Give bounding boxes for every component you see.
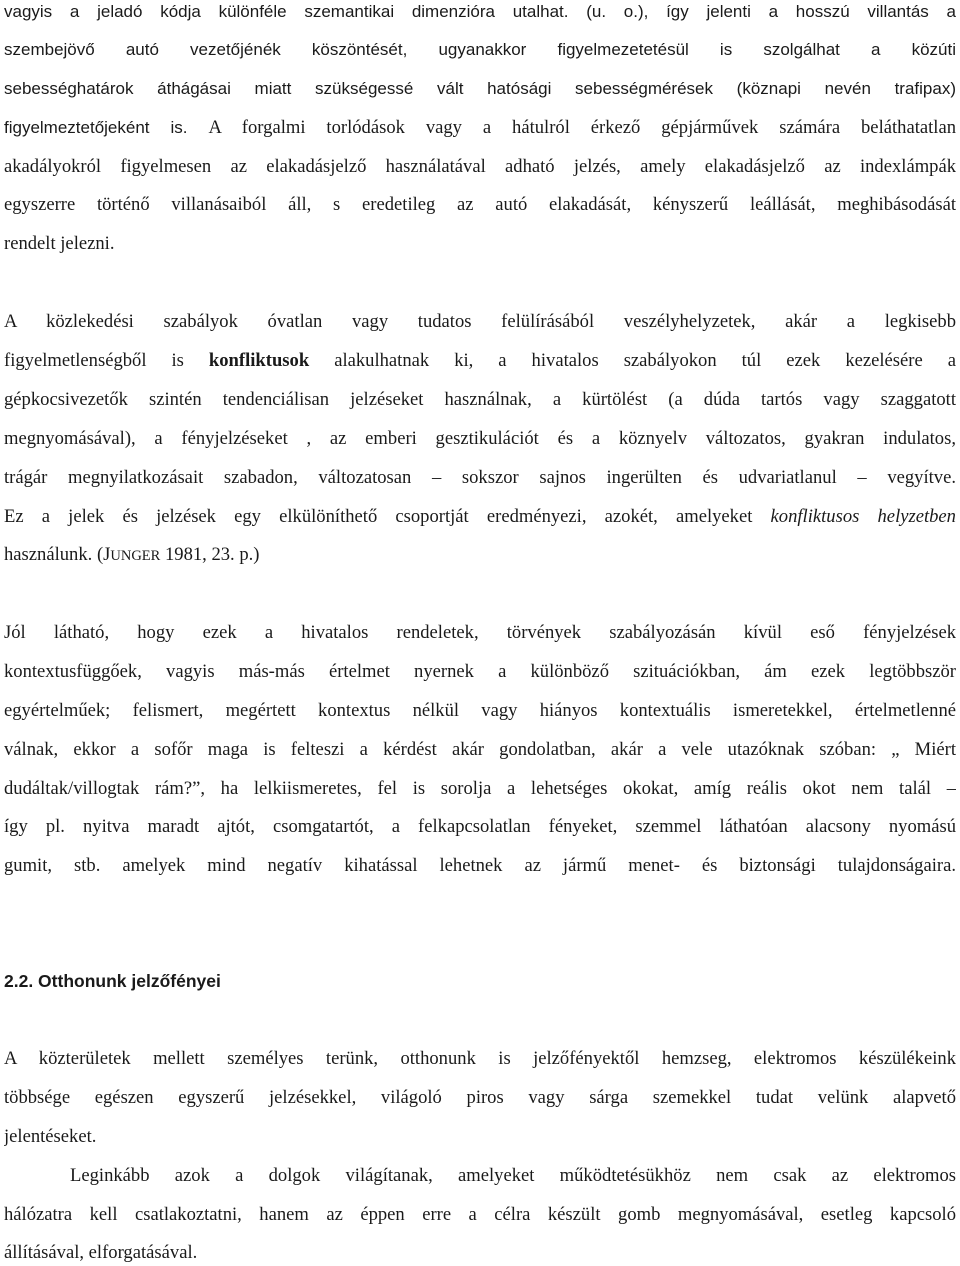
text-run: így jelenti a hosszú villantás a	[666, 2, 956, 21]
bold-term: konfliktusok	[208, 350, 310, 371]
paragraph-4-line-1: A közterületek mellett személyes terünk, otthonunk is jelzőfényektől hemzseg, elektromos készülékeink	[4, 1048, 956, 1069]
paragraph-3-line-4: válnak, ekkor a sofőr maga is felteszi a kérdést akár gondolatban, akár a vele utazóknak szóban: „ Miért	[4, 739, 956, 760]
paragraph-1-line-1	[4, 0, 956, 24]
text-run: vagyis a jeladó kódja különféle szemantikai dimenzióra utalhat. (u. o.),	[4, 2, 667, 21]
paragraph-1-line-3: sebességhatárok áthágásai miatt szükségessé vált hatósági sebességmérések (köznapi nevén trafipax)	[4, 79, 956, 98]
text-run: 1981, 23. p.)	[160, 544, 260, 565]
section-heading: 2.2. Otthonunk jelzőfényei	[4, 971, 221, 991]
paragraph-4-line-2: többsége egészen egyszerű jelzésekkel, világoló piros vagy sárga szemekkel tudat velünk alapvető	[4, 1087, 956, 1108]
paragraph-4-line-3: jelentéseket.	[4, 1126, 97, 1147]
text-run: figyelmetlenségből is	[4, 350, 209, 371]
paragraph-1-line-4	[4, 116, 956, 140]
paragraph-5-line-3: állításával, elforgatásával.	[4, 1242, 198, 1263]
paragraph-1-line-7: rendelt jelezni.	[4, 233, 115, 254]
text-run: alakulhatnak ki, a hivatalos szabályokon túl ezek kezelésére a	[309, 350, 956, 371]
text-run: A forgalmi torlódások vagy a hátulról érkező gépjárművek számára beláthatatlan	[208, 117, 956, 138]
paragraph-2-line-1: A közlekedési szabályok óvatlan vagy tudatos felülírásából veszélyhelyzetek, akár a legkisebb	[4, 311, 956, 332]
small-caps-name: UNGER	[110, 548, 161, 564]
paragraph-1-line-2: szembejövő autó vezetőjénék köszöntését, ugyanakkor figyelmezetetésül is szolgálhat a közúti	[4, 40, 956, 59]
paragraph-3-line-1: Jól látható, hogy ezek a hivatalos rendeletek, törvények szabályozásán kívül eső fényjelzések	[4, 622, 956, 643]
paragraph-3-line-7: gumit, stb. amelyek mind negatív kihatással lehetnek az jármű menet- és biztonsági tulajdonságaira.	[4, 855, 956, 876]
paragraph-2-line-6	[4, 505, 956, 529]
paragraph-1-line-6: egyszerre történő villanásaiból áll, s eredetileg az autó elakadását, kényszerű leállását, meghibásodását	[4, 194, 956, 215]
text-run: használunk. (J	[4, 544, 111, 565]
paragraph-2-line-4: megnyomásával), a fényjelzéseket , az emberi gesztikulációt és a köznyelv változatos, gyakran indulatos,	[4, 428, 956, 449]
paragraph-1-line-5: akadályokról figyelmesen az elakadásjelző használatával adható jelzés, amely elakadásjelző az indexlámpák	[4, 156, 956, 177]
paragraph-3-line-2: kontextusfüggőek, vagyis más-más értelmet nyernek a különböző szituációkban, ám ezek legtöbbször	[4, 661, 956, 682]
paragraph-3-line-5: dudáltak/villogtak rám?”, ha lelkiismeretes, fel is sorolja a lehetséges okokat, amíg reális okot nem talál –	[4, 778, 956, 799]
paragraph-5-line-1: Leginkább azok a dolgok világítanak, amelyeket működtetésükhöz nem csak az elektromos	[70, 1165, 956, 1186]
paragraph-3-line-6: így pl. nyitva maradt ajtót, csomgatartót, a felkapcsolatlan fényeket, szemmel láthatóan alacsony nyomású	[4, 816, 956, 837]
text-run: Ez a jelek és jelzések egy elkülöníthető csoportját eredményezi, azokét, amelyeket	[4, 506, 771, 527]
italic-term: konfliktusos helyzetben	[770, 506, 956, 527]
paragraph-2-line-5: trágár megnyilatkozásait szabadon, változatosan – sokszor sajnos ingerülten és udvariatlanul – vegyítve.	[4, 467, 956, 488]
paragraph-2-line-3: gépkocsivezetők szintén tendenciálisan jelzéseket használnak, a kürtölést (a dúda tartós vagy szaggatott	[4, 389, 956, 410]
paragraph-2-line-2	[4, 349, 956, 373]
paragraph-5-line-2: hálózatra kell csatlakoztatni, hanem az éppen erre a célra készült gomb megnyomásával, esetleg kapcsoló	[4, 1204, 956, 1225]
text-run: figyelmeztetőjeként is.	[4, 118, 209, 137]
paragraph-2-line-7	[4, 543, 956, 567]
paragraph-3-line-3: egyértelműek; felismert, megértett kontextus nélkül vagy hiányos kontextuális ismeretekkel, értelmetlenné	[4, 700, 956, 721]
